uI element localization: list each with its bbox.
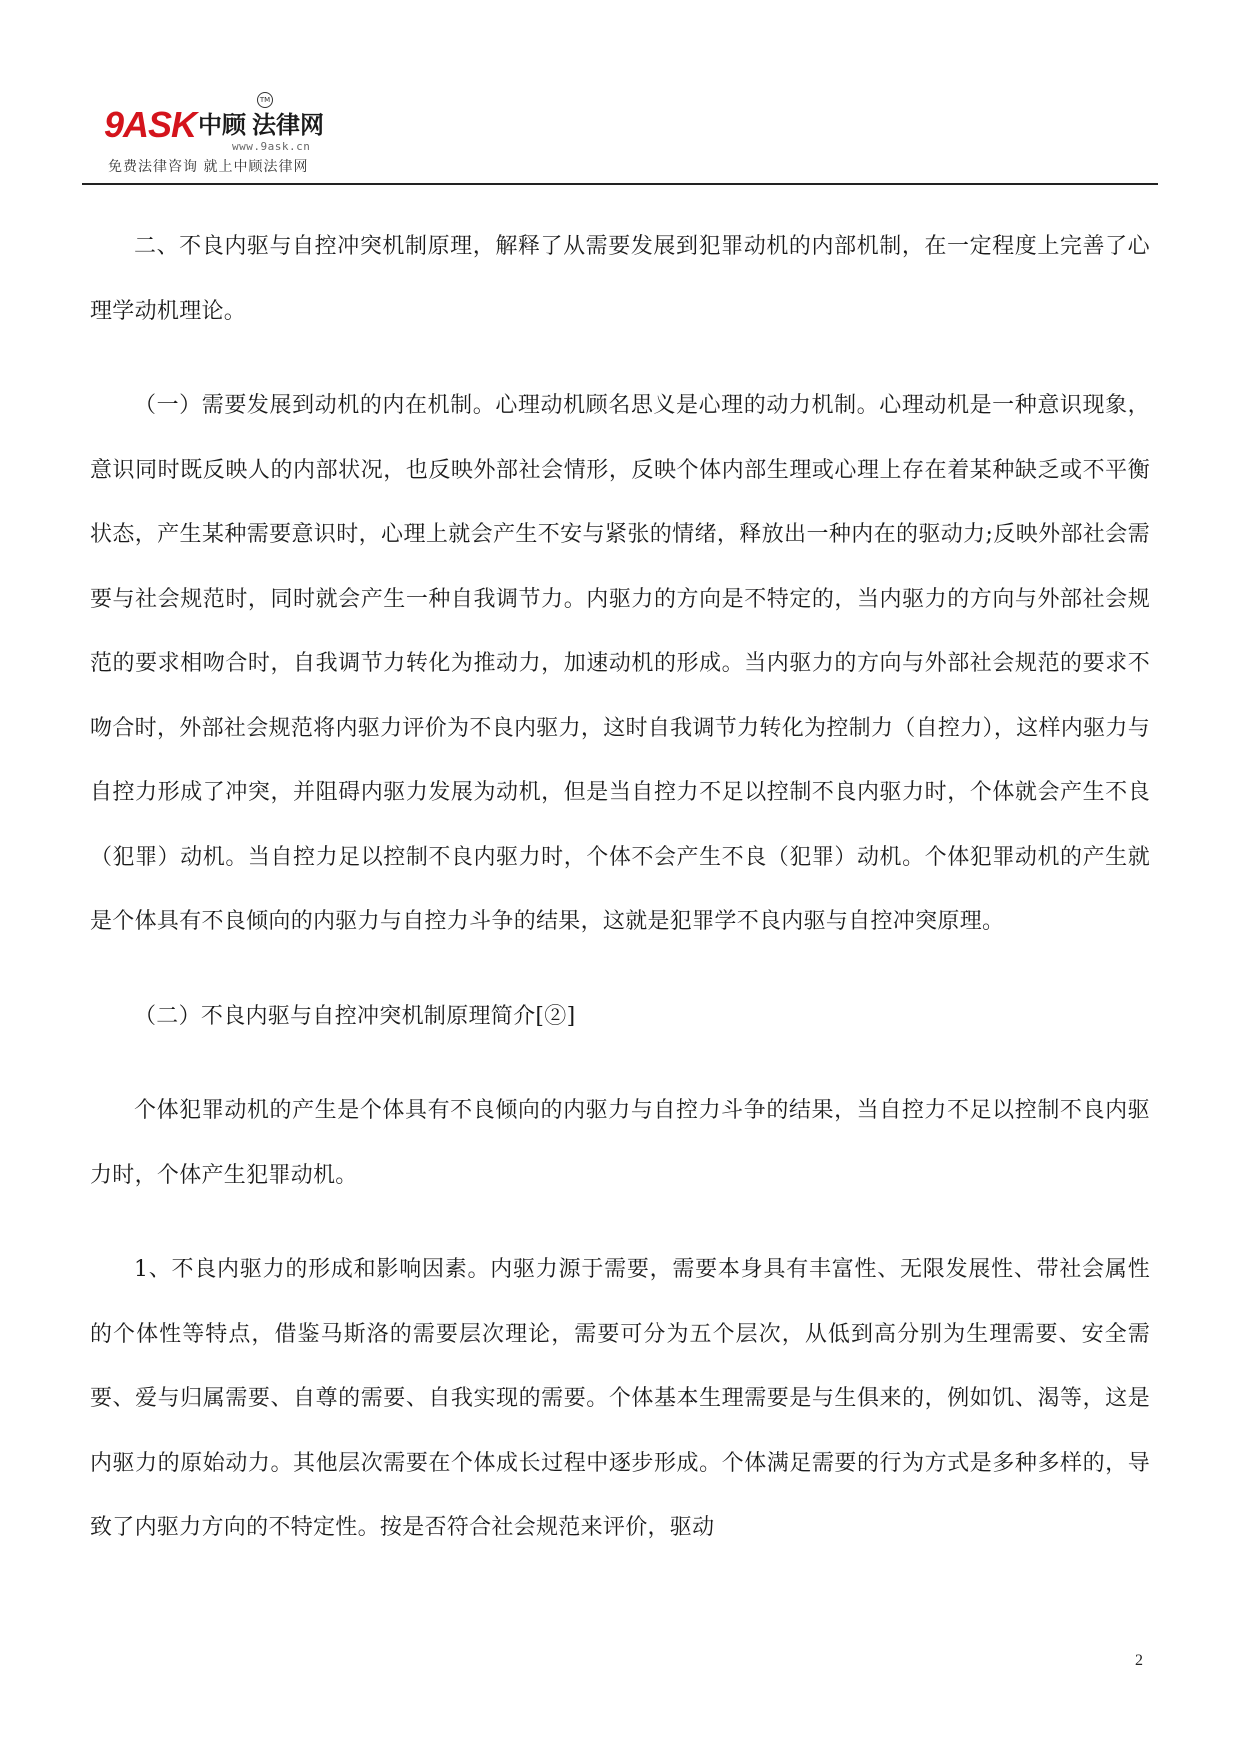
paragraph-gap [90, 1049, 1150, 1079]
paragraph-gap [90, 1208, 1150, 1238]
header-logo-block [90, 92, 390, 182]
document-body [90, 215, 1150, 1561]
paragraph: 1、不良内驱力的形成和影响因素。内驱力源于需要，需要本身具有丰富性、无限发展性、带社会属性的个体性等特点，借鉴马斯洛的需要层次理论，需要可分为五个层次，从低到高分别为生理需要、安全需要、爱与归属需要、自尊的需要、自我实现的需要。个体基本生理需要是与生俱来的，例如饥、渴等，这是内驱力的原始动力。其他层次需要在个体成长过程中逐步形成。个体满足需要的行为方式是多种多样的，导致了内驱力方向的不特定性。按是否符合社会规范来评价，驱动 [90, 1257, 1150, 1540]
logo-mark: 9ASK [104, 104, 197, 145]
header-slogan: 免费法律咨询 就上中顾法律网 [108, 159, 309, 175]
paragraph: 个体犯罪动机的产生是个体具有不良倾向的内驱力与自控力斗争的结果，当自控力不足以控制不良内驱力时，个体产生犯罪动机。 [90, 1098, 1150, 1188]
paragraph: （一）需要发展到动机的内在机制。心理动机顾名思义是心理的动力机制。心理动机是一种意识现象，意识同时既反映人的内部状况，也反映外部社会情形，反映个体内部生理或心理上存在着某种缺乏或不平衡状态，产生某种需要意识时，心理上就会产生不安与紧张的情绪，释放出一种内在的驱动力;反映外部社会需要与社会规范时，同时就会产生一种自我调节力。内驱力的方向是不特定的，当内驱力的方向与外部社会规范的要求相吻合时，自我调节力转化为推动力，加速动机的形成。当内驱力的方向与外部社会规范的要求不吻合时，外部社会规范将内驱力评价为不良内驱力，这时自我调节力转化为控制力（自控力），这样内驱力与自控力形成了冲突，并阻碍内驱力发展为动机，但是当自控力不足以控制不良内驱力时，个体就会产生不良（犯罪）动机。当自控力足以控制不良内驱力时，个体不会产生不良（犯罪）动机。个体犯罪动机的产生就是个体具有不良倾向的内驱力与自控力斗争的结果，这就是犯罪学不良内驱与自控冲突原理。 [90, 393, 1150, 934]
header-divider [82, 183, 1158, 185]
logo-brand-cn2: 法律网 [252, 111, 325, 139]
page-number: 2 [1135, 1652, 1143, 1669]
logo-url: www.9ask.cn [232, 140, 311, 153]
paragraph-gap [90, 344, 1150, 374]
paragraph-gap [90, 955, 1150, 985]
paragraph: 二、不良内驱与自控冲突机制原理，解释了从需要发展到犯罪动机的内部机制，在一定程度上完善了心理学动机理论。 [90, 234, 1150, 324]
trademark-icon: TM [257, 92, 273, 108]
logo-brand-cn: 中顾 [198, 111, 247, 139]
section-heading: （二）不良内驱与自控冲突机制原理简介[②] [134, 1003, 576, 1029]
